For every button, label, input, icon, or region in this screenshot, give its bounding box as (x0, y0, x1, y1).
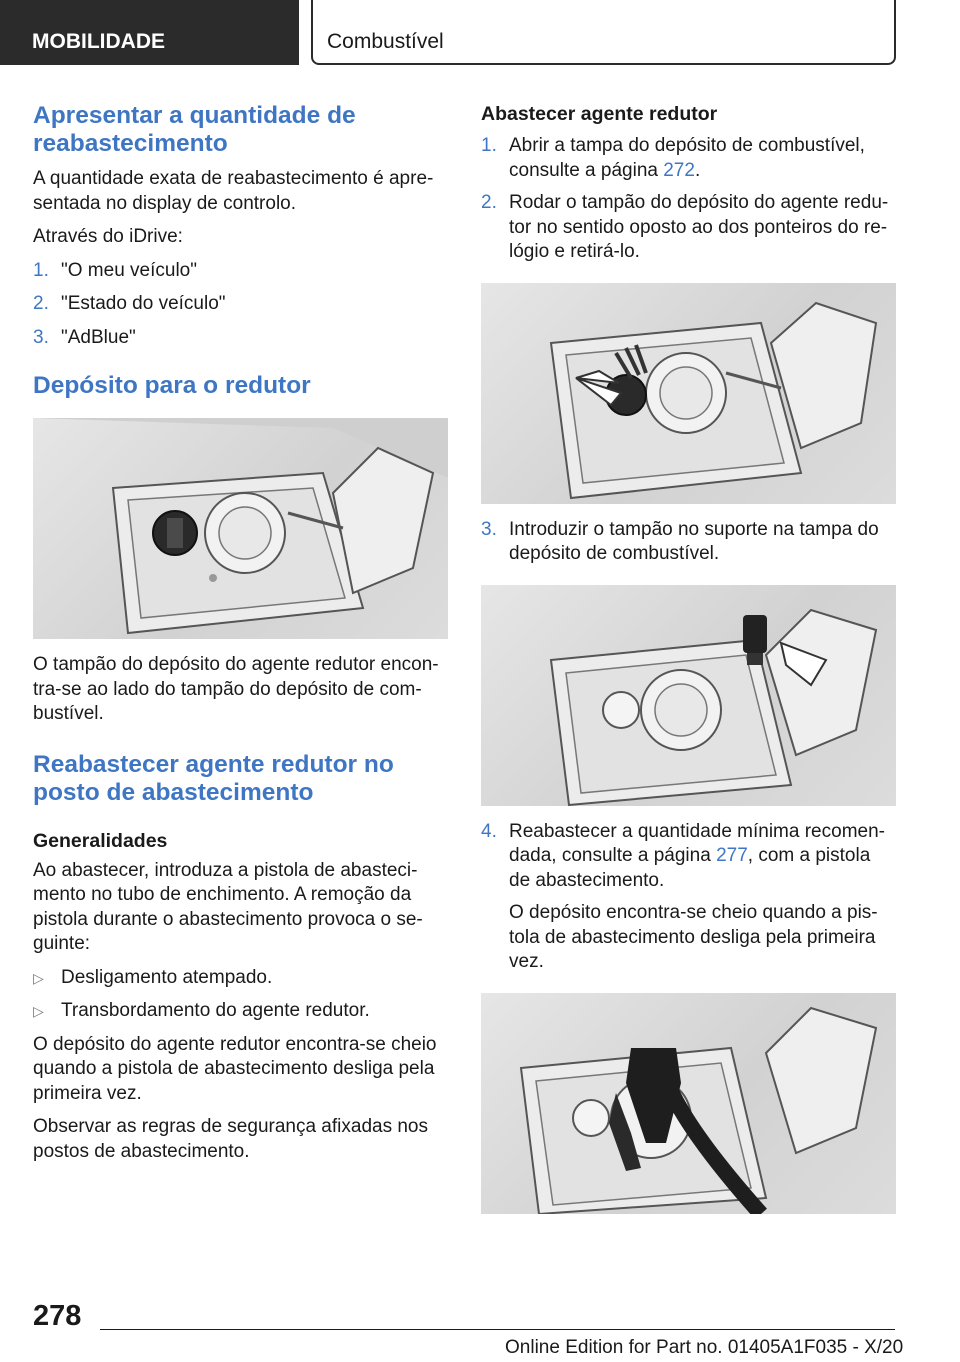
header-section-label: MOBILIDADE (32, 30, 165, 53)
list-item: ▷ Transbordamento do agente redutor. (33, 999, 448, 1024)
list-item: 2. "Estado do veículo" (33, 293, 226, 314)
para-quantidade: A quantidade exata de reabastecimento é apre-sentada no display de controlo. (33, 168, 434, 214)
heading-abastecer: Abastecer agente redutor (481, 103, 718, 125)
image-unscrew-cap (481, 283, 896, 504)
heading-reabastecer: Reabastecer agente redutor no posto de abastecimento (33, 750, 394, 806)
para-idrive: Através do iDrive: (33, 226, 183, 247)
heading-quantidade: Apresentar a quantidade de reabastecimento (33, 102, 356, 157)
header-section (0, 0, 299, 65)
list-item: 1. "O meu veículo" (33, 259, 197, 281)
step-1: 1. Abrir a tampa do depósito de combustível, consulte a página 272. (481, 135, 865, 181)
para-regras: Observar as regras de segurança afixadas nos postos de abastecimento. (33, 1116, 428, 1162)
header-chapter-label: Combustível (327, 30, 444, 53)
image-nozzle (481, 993, 896, 1214)
triangle-bullet-icon: ▷ (33, 1003, 44, 1019)
image-cap-holder (481, 585, 896, 806)
page-number: 278 (33, 1300, 82, 1332)
list-item: 3. "AdBlue" (33, 326, 136, 348)
filler-caps-illustration (33, 418, 448, 639)
idrive-steps (33, 259, 448, 351)
step-2: 2. Rodar o tampão do depósito do agente redu-tor no sentido oposto ao dos ponteiros do re-lógio e retirá-lo. (481, 192, 889, 262)
list-item: ▷ Desligamento atempado. (33, 966, 448, 991)
para-generalidades: Ao abastecer, introduza a pistola de abasteci-mento no tubo de enchimento. A remoção da pistola durante o abastecimento provoca o se-guinte: (33, 859, 423, 954)
header-chapter (311, 0, 896, 65)
right-column (481, 102, 896, 1214)
para-tampao: O tampão do depósito do agente redutor encon-tra-se ao lado do tampão do depósito de com-bustível. (33, 654, 439, 724)
bullet-list (33, 966, 448, 1024)
cap-holder-illustration (481, 585, 896, 806)
heading-deposito: Depósito para o redutor (33, 372, 311, 399)
footer-divider (100, 1329, 895, 1330)
para-cheio: O depósito do agente redutor encontra-se cheio quando a pistola de abastecimento desliga pela primeira vez. (33, 1033, 437, 1104)
step-4: 4. Reabastecer a quantidade mínima recomen-dada, consulte a página 277, com a pistola de abastecimento. (481, 820, 885, 891)
heading-generalidades: Generalidades (33, 829, 168, 852)
left-column (33, 102, 448, 1164)
step-3: 3. Introduzir o tampão no suporte na tampa do depósito de combustível. (481, 518, 879, 564)
footer-edition: Online Edition for Part no. 01405A1F035 - X/20 (505, 1337, 904, 1358)
unscrew-cap-illustration (481, 283, 896, 504)
step-4-note: O depósito encontra-se cheio quando a pis-tola de abastecimento desliga pela primeira vez. (509, 902, 878, 972)
image-filler-caps (33, 418, 448, 639)
page-link-272[interactable]: 272 (663, 159, 695, 181)
triangle-bullet-icon: ▷ (33, 969, 44, 986)
page-link-277[interactable]: 277 (716, 845, 748, 866)
nozzle-illustration (481, 993, 896, 1214)
